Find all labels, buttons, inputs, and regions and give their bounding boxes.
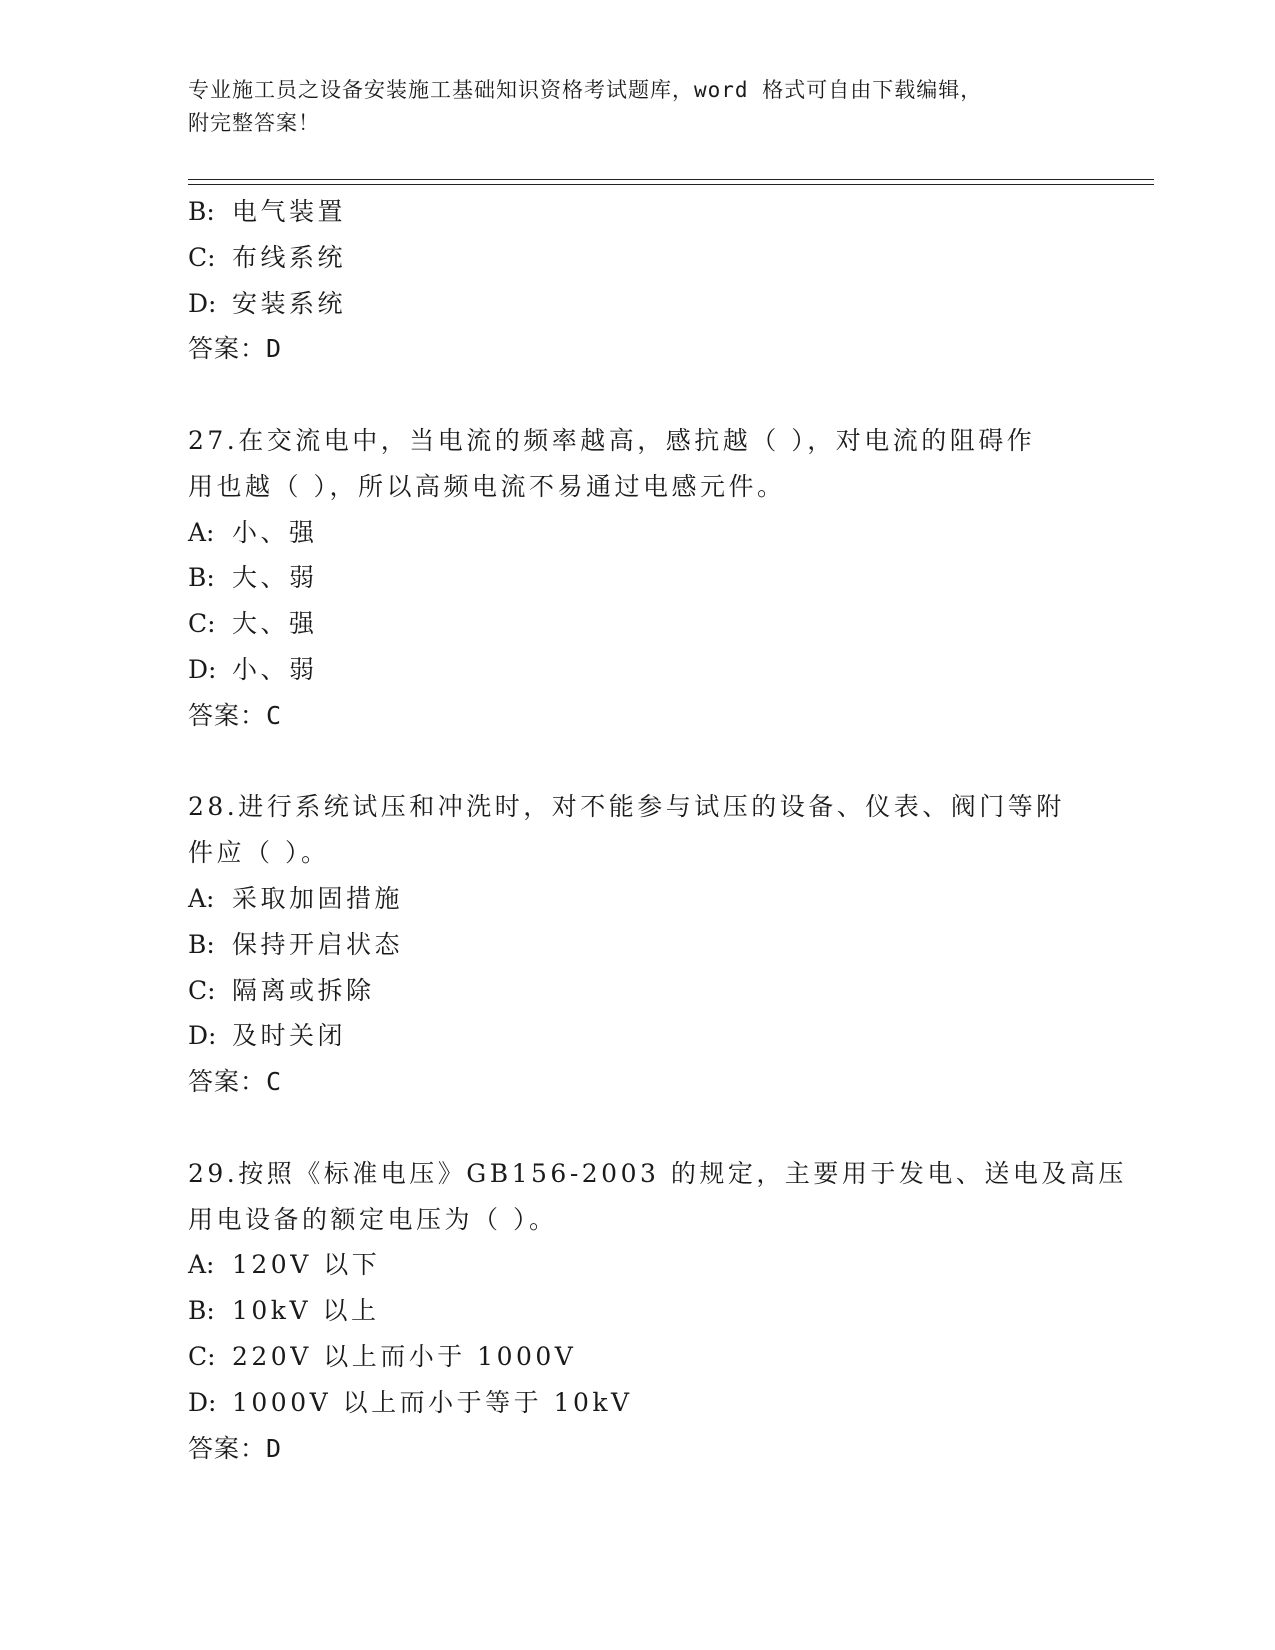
option-b: B: 电气装置: [188, 197, 347, 226]
option-d: D: 及时关闭: [188, 1021, 347, 1051]
question-stem: 用电设备的额定电压为（ ）。: [188, 1204, 558, 1234]
answer: 答案：D: [188, 1433, 283, 1463]
option-d: D: 1000V 以上而小于等于 10kV: [188, 1387, 633, 1417]
option-b: B: 大、弱: [188, 563, 318, 593]
question-29: [188, 1151, 1127, 1472]
question-list: [188, 189, 1127, 1471]
option-b: B: 保持开启状态: [188, 929, 404, 959]
option-d: D: 小、弱: [188, 654, 318, 684]
question-stem: 28.进行系统试压和冲洗时，对不能参与试压的设备、仪表、阀门等附: [188, 792, 1065, 822]
header-divider-top: [188, 179, 1154, 180]
option-b: B: 10kV 以上: [188, 1296, 380, 1326]
question-stem: 件应（ ）。: [188, 838, 330, 868]
option-c: C: 220V 以上而小于 1000V: [188, 1341, 577, 1371]
option-a: A: 采取加固措施: [188, 883, 404, 913]
option-c: C: 隔离或拆除: [188, 975, 375, 1005]
header-divider-bottom: [188, 184, 1154, 185]
option-c: C: 布线系统: [188, 242, 347, 272]
option-c: C: 大、强: [188, 609, 318, 639]
question-28: [188, 784, 1088, 1105]
question-stem: 27.在交流电中，当电流的频率越高，感抗越（ ），对电流的阻碍作: [188, 425, 1036, 455]
header-line-1: 专业施工员之设备安装施工基础知识资格考试题库，word 格式可自由下载编辑，: [188, 78, 983, 102]
question-stem: 29.按照《标准电压》GB156-2003 的规定，主要用于发电、送电及高压: [188, 1158, 1127, 1188]
document-header: [188, 74, 1068, 140]
option-d: D: 安装系统: [188, 288, 347, 318]
answer: 答案：C: [188, 700, 283, 730]
question-stem: 用也越（ ），所以高频电流不易通过电感元件。: [188, 471, 786, 501]
answer: 答案：D: [188, 334, 283, 364]
question-26: [188, 189, 1088, 372]
option-a: A: 小、强: [188, 517, 318, 547]
option-a: A: 120V 以下: [188, 1250, 381, 1280]
answer: 答案：C: [188, 1067, 283, 1097]
header-line-2: 附完整答案！: [188, 111, 320, 135]
question-27: [188, 418, 1088, 739]
